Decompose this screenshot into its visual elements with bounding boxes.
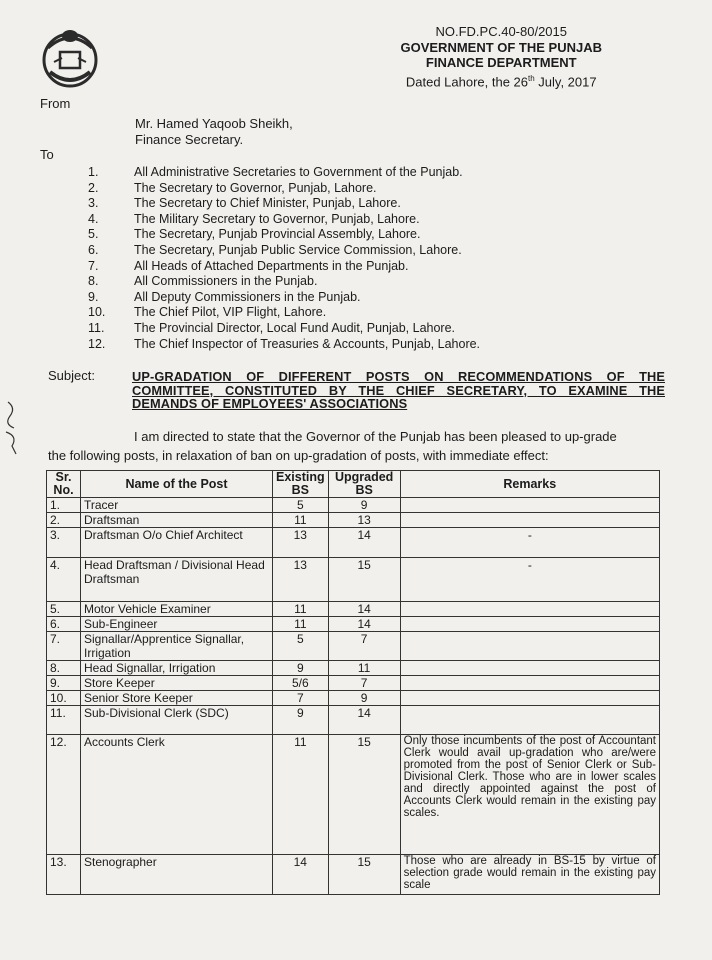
cell-post-name: Sub-Divisional Clerk (SDC) bbox=[81, 706, 273, 735]
cell-sr-no: 6. bbox=[47, 617, 81, 632]
department-name: FINANCE DEPARTMENT bbox=[425, 55, 577, 70]
cell-sr-no: 13. bbox=[47, 855, 81, 895]
body-line-2: the following posts, in relaxation of ban on up-gradation of posts, with immediate effect: bbox=[48, 448, 549, 463]
cell-upgraded-bs: 7 bbox=[328, 632, 400, 661]
cell-post-name: Draftsman bbox=[81, 513, 273, 528]
cell-upgraded-bs: 13 bbox=[328, 513, 400, 528]
recipient-item bbox=[88, 181, 480, 197]
recipient-item bbox=[88, 212, 480, 228]
cell-remarks: Only those incumbents of the post of Accountant Clerk would avail up-gradation who are/were promoted from the post of Senior Clerk or Sub-Divisional Clerk. Those who are in lower scales and directly appointed against the post of Accounts Clerk would remain in the existing pay scales. bbox=[400, 735, 659, 855]
cell-upgraded-bs: 15 bbox=[328, 558, 400, 602]
table-row bbox=[47, 498, 660, 513]
sender-block bbox=[135, 116, 293, 148]
cell-existing-bs: 14 bbox=[273, 855, 329, 895]
table-row bbox=[47, 632, 660, 661]
cell-remarks bbox=[400, 632, 659, 661]
cell-existing-bs: 9 bbox=[273, 706, 329, 735]
cell-post-name: Stenographer bbox=[81, 855, 273, 895]
recipient-item bbox=[88, 165, 480, 181]
cell-post-name: Head Signallar, Irrigation bbox=[81, 661, 273, 676]
cell-post-name: Signallar/Apprentice Signallar, Irrigation bbox=[81, 632, 273, 661]
cell-sr-no: 10. bbox=[47, 691, 81, 706]
cell-upgraded-bs: 9 bbox=[328, 691, 400, 706]
subject-label: Subject: bbox=[48, 368, 95, 383]
cell-post-name: Motor Vehicle Examiner bbox=[81, 602, 273, 617]
cell-existing-bs: 5 bbox=[273, 498, 329, 513]
cell-remarks bbox=[400, 513, 659, 528]
table-row bbox=[47, 735, 660, 855]
cell-sr-no: 3. bbox=[47, 528, 81, 558]
cell-upgraded-bs: 15 bbox=[328, 735, 400, 855]
sender-title: Finance Secretary. bbox=[135, 132, 244, 147]
cell-existing-bs: 11 bbox=[273, 602, 329, 617]
cell-remarks: - bbox=[400, 558, 659, 602]
table-row bbox=[47, 855, 660, 895]
cell-upgraded-bs: 14 bbox=[328, 617, 400, 632]
handwritten-initials bbox=[2, 398, 24, 458]
recipient-text: The Secretary, Punjab Public Service Commission, Lahore. bbox=[134, 242, 462, 257]
recipient-number: 8. bbox=[88, 274, 99, 289]
table-row bbox=[47, 528, 660, 558]
cell-upgraded-bs: 14 bbox=[328, 706, 400, 735]
cell-sr-no: 1. bbox=[47, 498, 81, 513]
recipient-item bbox=[88, 259, 480, 275]
to-label: To bbox=[40, 147, 54, 162]
table-row bbox=[47, 676, 660, 691]
recipient-item bbox=[88, 321, 480, 337]
table-header-row bbox=[47, 471, 660, 498]
recipient-item bbox=[88, 274, 480, 290]
cell-remarks bbox=[400, 691, 659, 706]
reference-number: NO.FD.PC.40-80/2015 bbox=[435, 24, 567, 39]
cell-post-name: Sub-Engineer bbox=[81, 617, 273, 632]
government-name: GOVERNMENT OF THE PUNJAB bbox=[400, 39, 602, 55]
table-row bbox=[47, 602, 660, 617]
cell-remarks bbox=[400, 676, 659, 691]
recipient-text: The Chief Inspector of Treasuries & Accounts, Punjab, Lahore. bbox=[134, 336, 481, 351]
cell-existing-bs: 9 bbox=[273, 661, 329, 676]
recipient-number: 12. bbox=[88, 336, 106, 351]
recipient-number: 4. bbox=[88, 211, 99, 226]
table-row bbox=[47, 617, 660, 632]
table-row bbox=[47, 513, 660, 528]
cell-sr-no: 7. bbox=[47, 632, 81, 661]
recipients-list bbox=[88, 165, 480, 352]
recipient-item bbox=[88, 337, 480, 353]
recipient-text: All Deputy Commissioners in the Punjab. bbox=[134, 289, 361, 304]
header-remarks: Remarks bbox=[400, 471, 659, 498]
upgradation-table bbox=[46, 470, 660, 895]
cell-existing-bs: 13 bbox=[273, 558, 329, 602]
cell-existing-bs: 11 bbox=[273, 617, 329, 632]
recipient-number: 1. bbox=[88, 165, 99, 179]
header-upgraded-bs: Upgraded BS bbox=[328, 471, 400, 498]
cell-sr-no: 12. bbox=[47, 735, 81, 855]
recipient-number: 3. bbox=[88, 196, 99, 211]
recipient-item bbox=[88, 305, 480, 321]
letterhead bbox=[400, 24, 602, 89]
cell-upgraded-bs: 14 bbox=[328, 602, 400, 617]
recipient-number: 5. bbox=[88, 227, 99, 242]
cell-remarks: - bbox=[400, 528, 659, 558]
cell-upgraded-bs: 11 bbox=[328, 661, 400, 676]
recipient-text: All Administrative Secretaries to Government of the Punjab. bbox=[134, 165, 463, 179]
cell-remarks bbox=[400, 617, 659, 632]
punjab-emblem-logo bbox=[38, 22, 102, 92]
recipient-text: The Secretary to Chief Minister, Punjab, Lahore. bbox=[134, 196, 401, 211]
cell-existing-bs: 13 bbox=[273, 528, 329, 558]
recipient-text: The Chief Pilot, VIP Flight, Lahore. bbox=[134, 305, 327, 320]
from-label: From bbox=[40, 96, 71, 111]
cell-sr-no: 9. bbox=[47, 676, 81, 691]
sender-name: Mr. Hamed Yaqoob Sheikh, bbox=[135, 116, 293, 131]
recipient-number: 10. bbox=[88, 305, 106, 320]
header-post-name: Name of the Post bbox=[81, 471, 273, 498]
cell-upgraded-bs: 15 bbox=[328, 855, 400, 895]
cell-existing-bs: 5/6 bbox=[273, 676, 329, 691]
cell-sr-no: 11. bbox=[47, 706, 81, 735]
table-row bbox=[47, 661, 660, 676]
recipient-text: The Secretary, Punjab Provincial Assembly, Lahore. bbox=[134, 227, 421, 242]
cell-post-name: Accounts Clerk bbox=[81, 735, 273, 855]
cell-post-name: Draftsman O/o Chief Architect bbox=[81, 528, 273, 558]
recipient-text: The Provincial Director, Local Fund Audit, Punjab, Lahore. bbox=[134, 320, 456, 335]
cell-existing-bs: 7 bbox=[273, 691, 329, 706]
cell-post-name: Tracer bbox=[81, 498, 273, 513]
recipient-number: 2. bbox=[88, 180, 99, 195]
dated-line: Dated Lahore, the 26th July, 2017 bbox=[405, 73, 597, 89]
cell-post-name: Store Keeper bbox=[81, 676, 273, 691]
cell-remarks: Those who are already in BS-15 by virtue of selection grade would remain in the existing pay scale bbox=[400, 855, 659, 895]
recipient-number: 11. bbox=[88, 320, 105, 335]
recipient-item bbox=[88, 196, 480, 212]
recipient-text: The Military Secretary to Governor, Punjab, Lahore. bbox=[134, 211, 420, 226]
recipient-item bbox=[88, 290, 480, 306]
recipient-number: 9. bbox=[88, 289, 99, 304]
cell-existing-bs: 11 bbox=[273, 735, 329, 855]
recipient-number: 6. bbox=[88, 242, 99, 257]
cell-upgraded-bs: 14 bbox=[328, 528, 400, 558]
recipient-text: All Commissioners in the Punjab. bbox=[134, 274, 318, 289]
table-row bbox=[47, 558, 660, 602]
cell-post-name: Head Draftsman / Divisional Head Draftsman bbox=[81, 558, 273, 602]
recipient-number: 7. bbox=[88, 258, 99, 273]
cell-remarks bbox=[400, 661, 659, 676]
cell-remarks bbox=[400, 706, 659, 735]
cell-existing-bs: 11 bbox=[273, 513, 329, 528]
cell-remarks bbox=[400, 498, 659, 513]
recipient-text: All Heads of Attached Departments in the Punjab. bbox=[134, 258, 409, 273]
recipient-item bbox=[88, 227, 480, 243]
cell-post-name: Senior Store Keeper bbox=[81, 691, 273, 706]
subject-text: UP-GRADATION OF DIFFERENT POSTS ON RECOMMENDATIONS OF THE COMMITTEE, CONSTITUTED BY THE CHIEF SECRETARY, TO EXAMINE THE DEMANDS OF EMPLOYEES' ASSOCIATIONS bbox=[132, 369, 665, 411]
cell-sr-no: 5. bbox=[47, 602, 81, 617]
cell-sr-no: 8. bbox=[47, 661, 81, 676]
cell-sr-no: 2. bbox=[47, 513, 81, 528]
cell-upgraded-bs: 9 bbox=[328, 498, 400, 513]
cell-upgraded-bs: 7 bbox=[328, 676, 400, 691]
cell-existing-bs: 5 bbox=[273, 632, 329, 661]
body-line-1: I am directed to state that the Governor of the Punjab has been pleased to up-grade bbox=[134, 429, 617, 444]
recipient-item bbox=[88, 243, 480, 259]
header-existing-bs: Existing BS bbox=[273, 471, 329, 498]
table-row bbox=[47, 691, 660, 706]
cell-sr-no: 4. bbox=[47, 558, 81, 602]
recipient-text: The Secretary to Governor, Punjab, Lahore. bbox=[134, 180, 377, 195]
table-row bbox=[47, 706, 660, 735]
cell-remarks bbox=[400, 602, 659, 617]
header-sr-no: Sr. No. bbox=[47, 471, 81, 498]
